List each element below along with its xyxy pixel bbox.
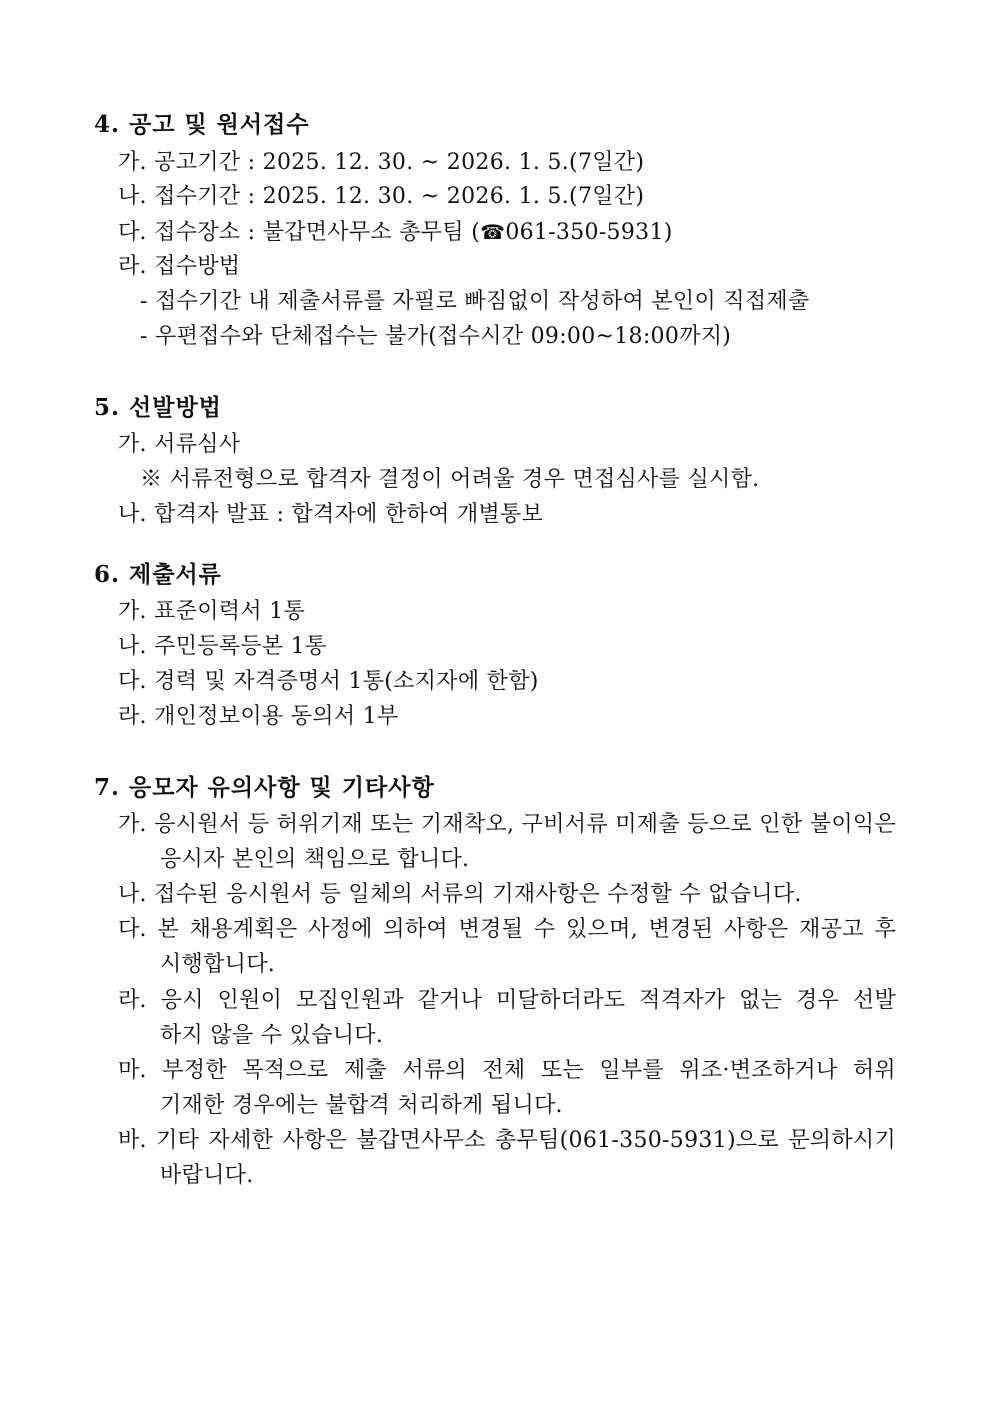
s4-bullet-2: - 우편접수와 단체접수는 불가(접수시간 09:00~18:00까지) [140, 324, 732, 349]
s4-item-da-phone: 061-350-5931) [505, 220, 673, 245]
s4-item-ga: 가. 공고기간 : 2025. 12. 30. ~ 2026. 1. 5.(7일간) [118, 150, 645, 175]
s5-item-ga: 가. 서류심사 [118, 432, 241, 457]
phone-icon: ☎ [480, 220, 506, 244]
section-6-title: 6. 제출서류 [94, 561, 222, 588]
s7-item-da-line2: 시행합니다. [160, 952, 276, 977]
s4-item-na: 나. 접수기간 : 2025. 12. 30. ~ 2026. 1. 5.(7일간) [118, 184, 645, 209]
s6-item-na: 나. 주민등록등본 1통 [118, 634, 327, 659]
s7-item-ra-line1: 라. 응시 인원이 모집인원과 같거나 미달하더라도 적격자가 없는 경우 선발 [118, 988, 896, 1013]
s6-item-ga: 가. 표준이력서 1통 [118, 599, 306, 624]
s6-item-da: 다. 경력 및 자격증명서 1통(소지자에 한함) [118, 669, 539, 694]
section-5-title: 5. 선발방법 [94, 394, 222, 421]
s7-item-ra-line2: 하지 않을 수 있습니다. [160, 1023, 384, 1048]
s7-item-ma-line1: 마. 부정한 목적으로 제출 서류의 전체 또는 일부를 위조·변조하거나 허위 [118, 1058, 896, 1083]
s5-note: ※ 서류전형으로 합격자 결정이 어려울 경우 면접심사를 실시함. [140, 467, 760, 492]
s4-item-ra: 라. 접수방법 [118, 254, 241, 279]
s7-item-ba-line2: 바랍니다. [160, 1163, 254, 1188]
s7-item-da-line1: 다. 본 채용계획은 사정에 의하여 변경될 수 있으며, 변경된 사항은 재공고 후 [118, 917, 896, 942]
s7-item-ga-line1: 가. 응시원서 등 허위기재 또는 기재착오, 구비서류 미제출 등으로 인한 불이익은 [118, 812, 896, 837]
section-7-title: 7. 응모자 유의사항 및 기타사항 [94, 774, 435, 801]
section-4-title: 4. 공고 및 원서접수 [94, 111, 310, 138]
s4-item-da [118, 217, 673, 248]
s7-item-ma-line2: 기재한 경우에는 불합격 처리하게 됩니다. [160, 1093, 563, 1118]
s7-item-na-line1: 나. 접수된 응시원서 등 일체의 서류의 기재사항은 수정할 수 없습니다. [118, 882, 802, 907]
s5-item-na: 나. 합격자 발표 : 합격자에 한하여 개별통보 [118, 502, 544, 527]
s6-item-ra: 라. 개인정보이용 동의서 1부 [118, 704, 399, 729]
s4-item-da-text: 다. 접수장소 : 불갑면사무소 총무팀 ( [118, 220, 481, 245]
s4-bullet-1: - 접수기간 내 제출서류를 자필로 빠짐없이 작성하여 본인이 직접제출 [140, 289, 810, 314]
s7-item-ga-line2: 응시자 본인의 책임으로 합니다. [160, 847, 470, 872]
s7-item-ba-line1: 바. 기타 자세한 사항은 불갑면사무소 총무팀(061-350-5931)으로 문의하시기 [118, 1128, 896, 1153]
